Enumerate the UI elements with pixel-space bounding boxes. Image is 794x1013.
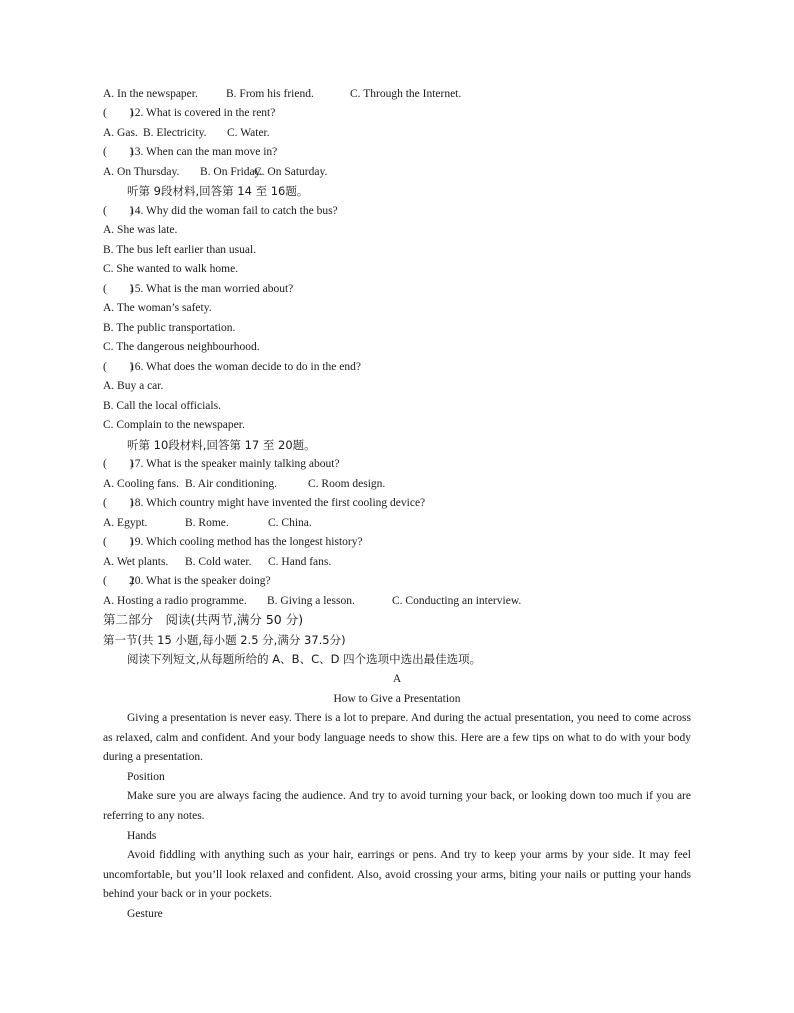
passage-title: How to Give a Presentation <box>333 693 461 705</box>
option-a: A. Hosting a radio programme. <box>103 595 247 607</box>
heading-gesture: Gesture <box>127 908 163 920</box>
q15-option-c: C. The dangerous neighbourhood. <box>103 341 260 353</box>
q18-options <box>103 516 312 530</box>
passage-letter: A <box>392 673 402 685</box>
q14-option-c: C. She wanted to walk home. <box>103 263 239 275</box>
question-text: 19. Which cooling method has the longest history? <box>129 536 363 548</box>
answer-blank: ( ) <box>103 497 134 509</box>
section-one-title: 第一节(共 15 小题,每小题 2.5 分,满分 37.5分) <box>103 633 346 647</box>
answer-blank: ( ) <box>103 146 134 158</box>
question-17 <box>103 457 340 471</box>
answer-blank: ( ) <box>103 361 134 373</box>
option-b: B. Air conditioning. <box>185 478 277 490</box>
q11-options <box>103 87 461 101</box>
option-c: C. Conducting an interview. <box>392 595 522 607</box>
option-c: C. China. <box>268 517 312 529</box>
q16-option-c: C. Complain to the newspaper. <box>103 419 245 431</box>
option-c: C. Through the Internet. <box>350 88 462 100</box>
q16-option-a: A. Buy a car. <box>103 380 164 392</box>
option-a: A. Wet plants. <box>103 556 169 568</box>
question-18 <box>103 496 425 510</box>
instruction-material-9: 听第 9段材料,回答第 14 至 16题。 <box>127 184 309 198</box>
q13-options <box>103 165 327 179</box>
answer-blank: ( ) <box>103 458 134 470</box>
option-c: C. Water. <box>227 127 270 139</box>
answer-blank: ( ) <box>103 536 134 548</box>
question-12 <box>103 106 275 120</box>
q14-option-b: B. The bus left earlier than usual. <box>103 244 257 256</box>
question-13 <box>103 145 277 159</box>
answer-blank: ( ) <box>103 205 134 217</box>
heading-hands: Hands <box>127 830 157 842</box>
question-text: 16. What does the woman decide to do in the end? <box>129 361 361 373</box>
instruction-material-10: 听第 10段材料,回答第 17 至 20题。 <box>127 438 316 452</box>
option-c: C. On Saturday. <box>254 166 328 178</box>
option-b: B. Cold water. <box>185 556 252 568</box>
option-b: B. Electricity. <box>143 127 207 139</box>
option-b: B. Giving a lesson. <box>267 595 355 607</box>
hands-paragraph <box>103 846 691 905</box>
option-c: C. Hand fans. <box>268 556 332 568</box>
intro-paragraph <box>103 709 691 768</box>
question-15 <box>103 282 293 296</box>
option-a: A. In the newspaper. <box>103 88 198 100</box>
question-text: 14. Why did the woman fail to catch the bus? <box>129 205 338 217</box>
q15-option-b: B. The public transportation. <box>103 322 236 334</box>
question-14 <box>103 204 338 218</box>
paragraph-text: Make sure you are always facing the audience. And try to avoid turning your back, or looking down too much if you are referring to any notes. <box>103 790 691 822</box>
answer-blank: ( ) <box>103 283 134 295</box>
option-a: A. Egypt. <box>103 517 148 529</box>
question-text: 12. What is covered in the rent? <box>129 107 276 119</box>
q17-options <box>103 477 385 491</box>
heading-position: Position <box>127 771 165 783</box>
question-19 <box>103 535 363 549</box>
option-b: B. From his friend. <box>226 88 314 100</box>
option-c: C. Room design. <box>308 478 386 490</box>
question-16 <box>103 360 361 374</box>
option-b: B. On Friday. <box>200 166 263 178</box>
question-text: 20. What is the speaker doing? <box>129 575 271 587</box>
question-text: 17. What is the speaker mainly talking about? <box>129 458 340 470</box>
paragraph-text: Avoid fiddling with anything such as your hair, earrings or pens. And try to keep your arms by your side. It may feel uncomfortable, but you’ll look relaxed and confident. Also, avoid crossing your arms, biting your nails or putting your hands behind your back or in your pockets. <box>103 849 691 901</box>
q19-options <box>103 555 331 569</box>
question-20 <box>103 574 271 588</box>
q20-options <box>103 594 521 608</box>
q14-option-a: A. She was late. <box>103 224 178 236</box>
answer-blank: ( ) <box>103 107 134 119</box>
q12-options <box>103 126 270 140</box>
q16-option-b: B. Call the local officials. <box>103 400 221 412</box>
option-b: B. Rome. <box>185 517 229 529</box>
option-a: A. Gas. <box>103 127 138 139</box>
question-text: 13. When can the man move in? <box>129 146 278 158</box>
q15-option-a: A. The woman’s safety. <box>103 302 212 314</box>
question-text: 15. What is the man worried about? <box>129 283 294 295</box>
question-text: 18. Which country might have invented the first cooling device? <box>129 497 426 509</box>
part-two-title: 第二部分 阅读(共两节,满分 50 分) <box>103 612 304 627</box>
answer-blank: ( ) <box>103 575 134 587</box>
option-a: A. Cooling fans. <box>103 478 180 490</box>
position-paragraph <box>103 787 691 826</box>
reading-instruction: 阅读下列短文,从每题所给的 A、B、C、D 四个选项中选出最佳选项。 <box>127 652 482 666</box>
option-a: A. On Thursday. <box>103 166 180 178</box>
paragraph-text: Giving a presentation is never easy. There is a lot to prepare. And during the actual presentation, you need to come across as relaxed, calm and confident. And your body language needs to show this. Here are a few tips on what to do with your body during a presentation. <box>103 712 691 764</box>
